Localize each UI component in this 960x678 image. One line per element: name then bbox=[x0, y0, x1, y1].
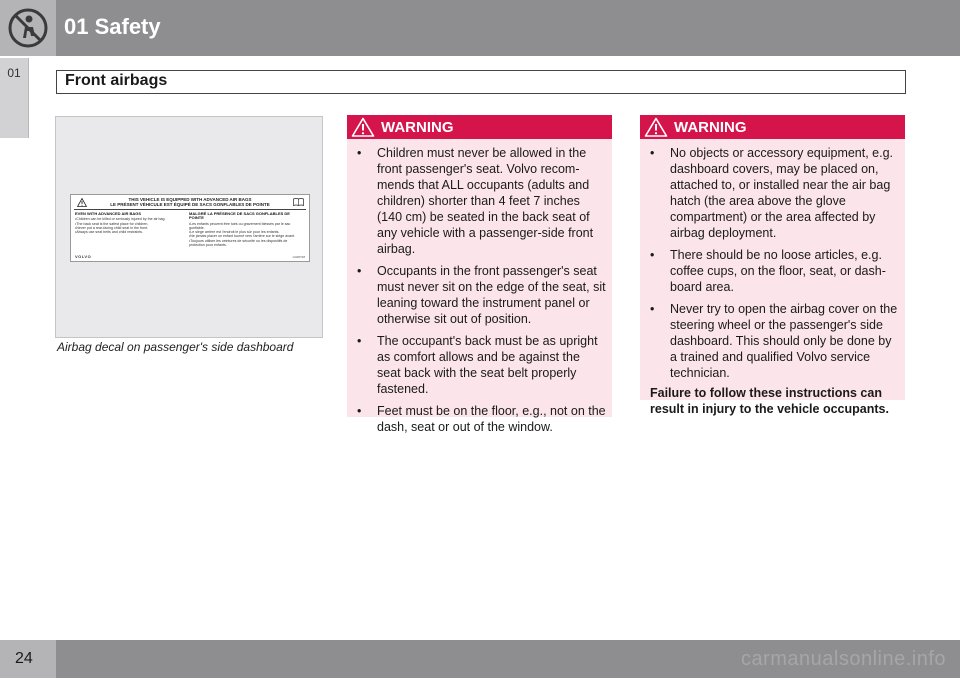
decal-code: G028728 bbox=[292, 255, 305, 259]
header-icon-box bbox=[0, 0, 56, 56]
page-title: 01 Safety bbox=[64, 14, 161, 39]
page-footer bbox=[0, 640, 960, 678]
warning-item-text: Feet must be on the floor, e.g., not on the dash, seat or out of the window. bbox=[377, 404, 606, 434]
bullet-icon: • bbox=[650, 248, 655, 262]
bullet-icon: • bbox=[357, 404, 362, 418]
airbag-decal-figure bbox=[55, 116, 323, 338]
page-header bbox=[0, 0, 960, 56]
decal-manual-book-icon bbox=[293, 198, 304, 206]
bullet-icon: • bbox=[357, 264, 362, 278]
warning-list bbox=[640, 139, 905, 381]
warning-item-text: There should be no loose articles, e.g. coffee cups, on the floor, seat, or dash-board area. bbox=[670, 248, 886, 294]
decal-english-item: •Always use seat belts and child restraints. bbox=[75, 230, 143, 235]
chapter-tab-label: 01 bbox=[7, 66, 21, 80]
bullet-icon: • bbox=[650, 146, 655, 160]
chapter-tab bbox=[0, 58, 29, 138]
decal-french-title: MALGRÉ LA PRÉSENCE DE SACS GONFLABLES DE POINTE bbox=[189, 211, 290, 221]
decal-english-title: EVEN WITH ADVANCED AIR BAGS bbox=[75, 211, 142, 216]
warning-item-text: Occupants in the front passenger's seat must never sit on the edge of the seat, sit leaning toward the instrument panel or otherwise sit out of position. bbox=[377, 264, 606, 326]
warning-triangle-icon bbox=[351, 117, 375, 137]
warning-emphasis: Failure to follow these instructions can result in injury to the vehicle occupants. bbox=[650, 386, 889, 416]
warning-label: WARNING bbox=[674, 119, 747, 136]
warning-item-text: The occupant's back must be as upright as comfort allows and be against the seat back with the seat belt properly fastened. bbox=[377, 334, 598, 396]
airbag-decal bbox=[70, 194, 310, 262]
warning-item bbox=[347, 145, 606, 257]
warning-item bbox=[347, 403, 606, 435]
warning-item bbox=[640, 301, 899, 381]
decal-french-item: •Le siège arrière est l'endroit le plus sûr pour les enfants. bbox=[189, 230, 280, 235]
decal-heading bbox=[91, 197, 289, 207]
decal-heading-fr: LE PRÉSENT VÉHICULE EST ÉQUIPÉ DE SACS GONFLABLES DE POINTE bbox=[110, 202, 270, 207]
warning-label: WARNING bbox=[381, 119, 454, 136]
bullet-icon: • bbox=[357, 334, 362, 348]
decal-divider bbox=[74, 209, 306, 210]
decal-english-column bbox=[75, 212, 181, 234]
warning-box-2 bbox=[640, 115, 905, 416]
decal-warning-triangle-icon bbox=[77, 198, 87, 207]
warning-header bbox=[640, 115, 905, 139]
watermark: carmanualsonline.info bbox=[740, 648, 946, 670]
warning-item-text: Children must never be allowed in the front passenger's seat. Volvo recom-mends that ALL occupants (adults and children) shorter than 4 feet 7 inches (140 cm) be seated in the back seat of any vehicle with a passenger-side front airbag. bbox=[377, 146, 594, 256]
page-number: 24 bbox=[15, 650, 33, 667]
warning-list bbox=[347, 139, 612, 435]
decal-heading-en: THIS VEHICLE IS EQUIPPED WITH ADVANCED AIR BAGS bbox=[128, 197, 252, 202]
section-title: Front airbags bbox=[65, 72, 168, 89]
warning-box-1 bbox=[347, 115, 612, 434]
warning-header bbox=[347, 115, 612, 139]
seatbelt-warning-icon bbox=[0, 0, 56, 56]
warning-item bbox=[640, 145, 899, 241]
warning-triangle-icon bbox=[644, 117, 668, 137]
bullet-icon: • bbox=[650, 302, 655, 316]
decal-english-item: •Never put a rear-facing child seat in the front. bbox=[75, 225, 149, 230]
warning-item-text: No objects or accessory equipment, e.g. dashboard covers, may be placed on, attached to, or installed near the air bag hatch (the area above the glove compartment) or the area affected by airbag deployment. bbox=[670, 146, 894, 240]
decal-french-item: •Les enfants peuvent être tués ou gravement blessés par le sac gonflable. bbox=[189, 221, 291, 230]
section-heading-box bbox=[56, 70, 906, 94]
warning-item bbox=[347, 263, 606, 327]
bullet-icon: • bbox=[357, 146, 362, 160]
decal-french-item: •Ne jamais placer un enfant tourné vers l'arrière sur le siège avant. bbox=[189, 234, 296, 239]
decal-english-item: •Children can be killed or seriously injured by the air bag. bbox=[75, 217, 166, 222]
decal-french-item: •Toujours utiliser les ceintures de sécurité ou les dispositifs de protection pour enfants. bbox=[189, 238, 288, 248]
decal-brand-logo: VOLVO bbox=[75, 254, 92, 259]
warning-item bbox=[347, 333, 606, 397]
figure-caption: Airbag decal on passenger's side dashboard bbox=[57, 340, 294, 354]
decal-english-item: •The back seat is the safest place for children. bbox=[75, 221, 149, 226]
warning-item-text: Never try to open the airbag cover on the steering wheel or the passenger's side dashboard. This should only be done by a trained and qualified Volvo service technician. bbox=[670, 302, 898, 380]
page-number-box bbox=[0, 640, 56, 678]
decal-french-column bbox=[189, 212, 295, 247]
warning-item bbox=[640, 247, 899, 295]
